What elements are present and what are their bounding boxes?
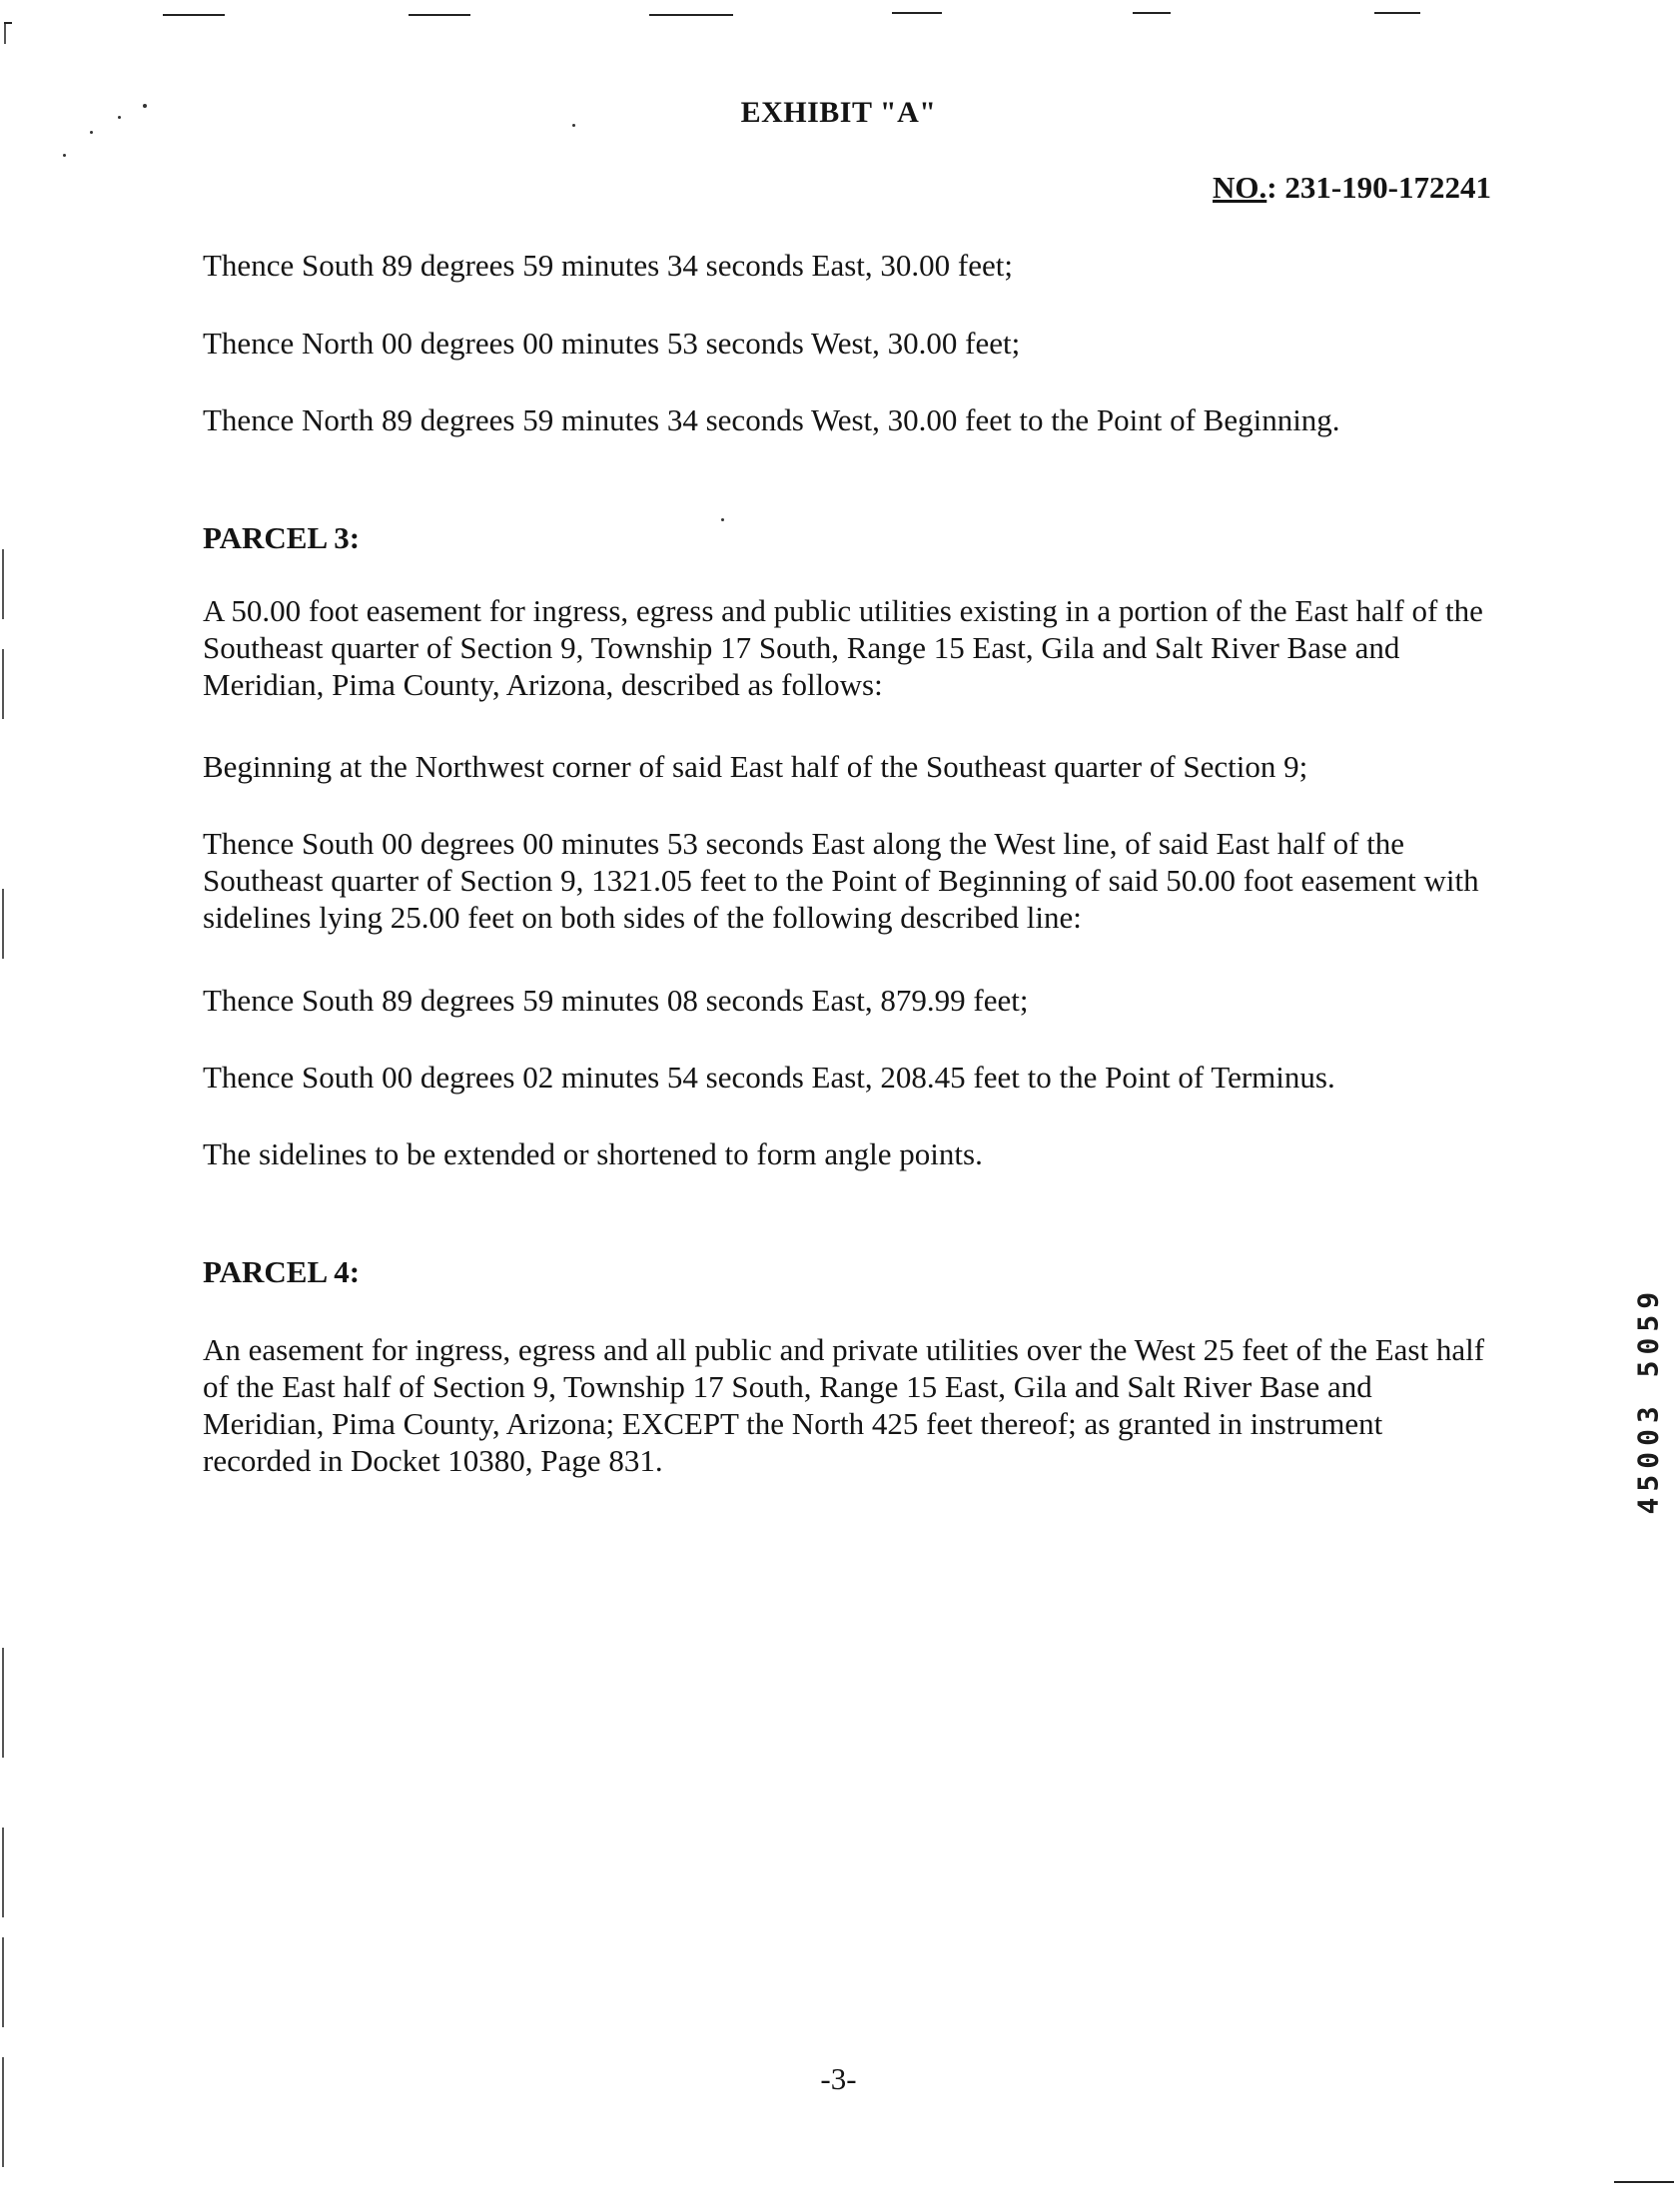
parcel-3-thence-3: Thence South 00 degrees 02 minutes 54 seconds East, 208.45 feet to the Point of Terminus. — [203, 1060, 1335, 1095]
parcel-3-sidelines: The sidelines to be extended or shortened to form angle points. — [203, 1136, 983, 1171]
parcel-4-heading: PARCEL 4: — [203, 1254, 361, 1289]
scan-line — [892, 12, 942, 14]
parcel-4-description: An easement for ingress, egress and all public and private utilities over the West 25 feet of the East half of the East half of Section 9, Township 17 South, Range 15 East, Gila and Salt River Base and Meridian, Pima County, Arizona; EXCEPT the North 425 feet thereof; as granted in instrument recorded in Docket 10380, Page 831. — [203, 1332, 1485, 1478]
scan-line — [163, 14, 225, 16]
scan-mark — [2, 549, 4, 619]
page-title: EXHIBIT "A" — [740, 96, 937, 129]
scan-line — [649, 14, 733, 16]
scan-line — [1133, 12, 1171, 14]
order-number-label: NO. — [1213, 170, 1267, 205]
scan-line — [1614, 2181, 1674, 2183]
scan-speck — [90, 131, 93, 134]
parcel-3-heading: PARCEL 3: — [203, 520, 361, 555]
scan-mark — [2, 889, 4, 959]
order-number-value: : 231-190-172241 — [1266, 170, 1491, 205]
scan-mark — [2, 1937, 4, 2027]
side-stamp — [1608, 1188, 1677, 1548]
scan-line — [1374, 12, 1420, 14]
scan-mark — [2, 649, 4, 719]
scan-mark — [4, 22, 12, 24]
paragraph-thence-2: Thence North 00 degrees 00 minutes 53 seconds West, 30.00 feet; — [203, 326, 1021, 361]
order-number — [1213, 170, 1491, 206]
scan-speck — [63, 154, 66, 157]
scan-mark — [4, 22, 6, 44]
paragraph-thence-1: Thence South 89 degrees 59 minutes 34 seconds East, 30.00 feet; — [203, 248, 1013, 283]
parcel-3-thence-1: Thence South 00 degrees 00 minutes 53 seconds East along the West line, of said East half of the Southeast quarter of Section 9, 1321.05 feet to the Point of Beginning of said 50.00 foot easement with sidelines lying 25.00 feet on both sides of the following described line: — [203, 826, 1479, 935]
page-number: -3- — [820, 2061, 857, 2096]
paragraph-thence-3: Thence North 89 degrees 59 minutes 34 seconds West, 30.00 feet to the Point of Beginning. — [203, 402, 1340, 437]
scan-line — [409, 14, 470, 16]
side-stamp-number: 45003 5059 — [1631, 1285, 1665, 1515]
scan-mark — [2, 1648, 4, 1758]
scan-speck — [721, 518, 724, 521]
scan-mark — [2, 1828, 4, 1917]
parcel-3-thence-2: Thence South 89 degrees 59 minutes 08 seconds East, 879.99 feet; — [203, 983, 1029, 1018]
parcel-3-description: A 50.00 foot easement for ingress, egress and public utilities existing in a portion of the East half of the Southeast quarter of Section 9, Township 17 South, Range 15 East, Gila and Salt River Base and Meridian, Pima County, Arizona, described as follows: — [203, 593, 1483, 702]
parcel-3-beginning: Beginning at the Northwest corner of said East half of the Southeast quarter of Section 9; — [203, 749, 1308, 784]
